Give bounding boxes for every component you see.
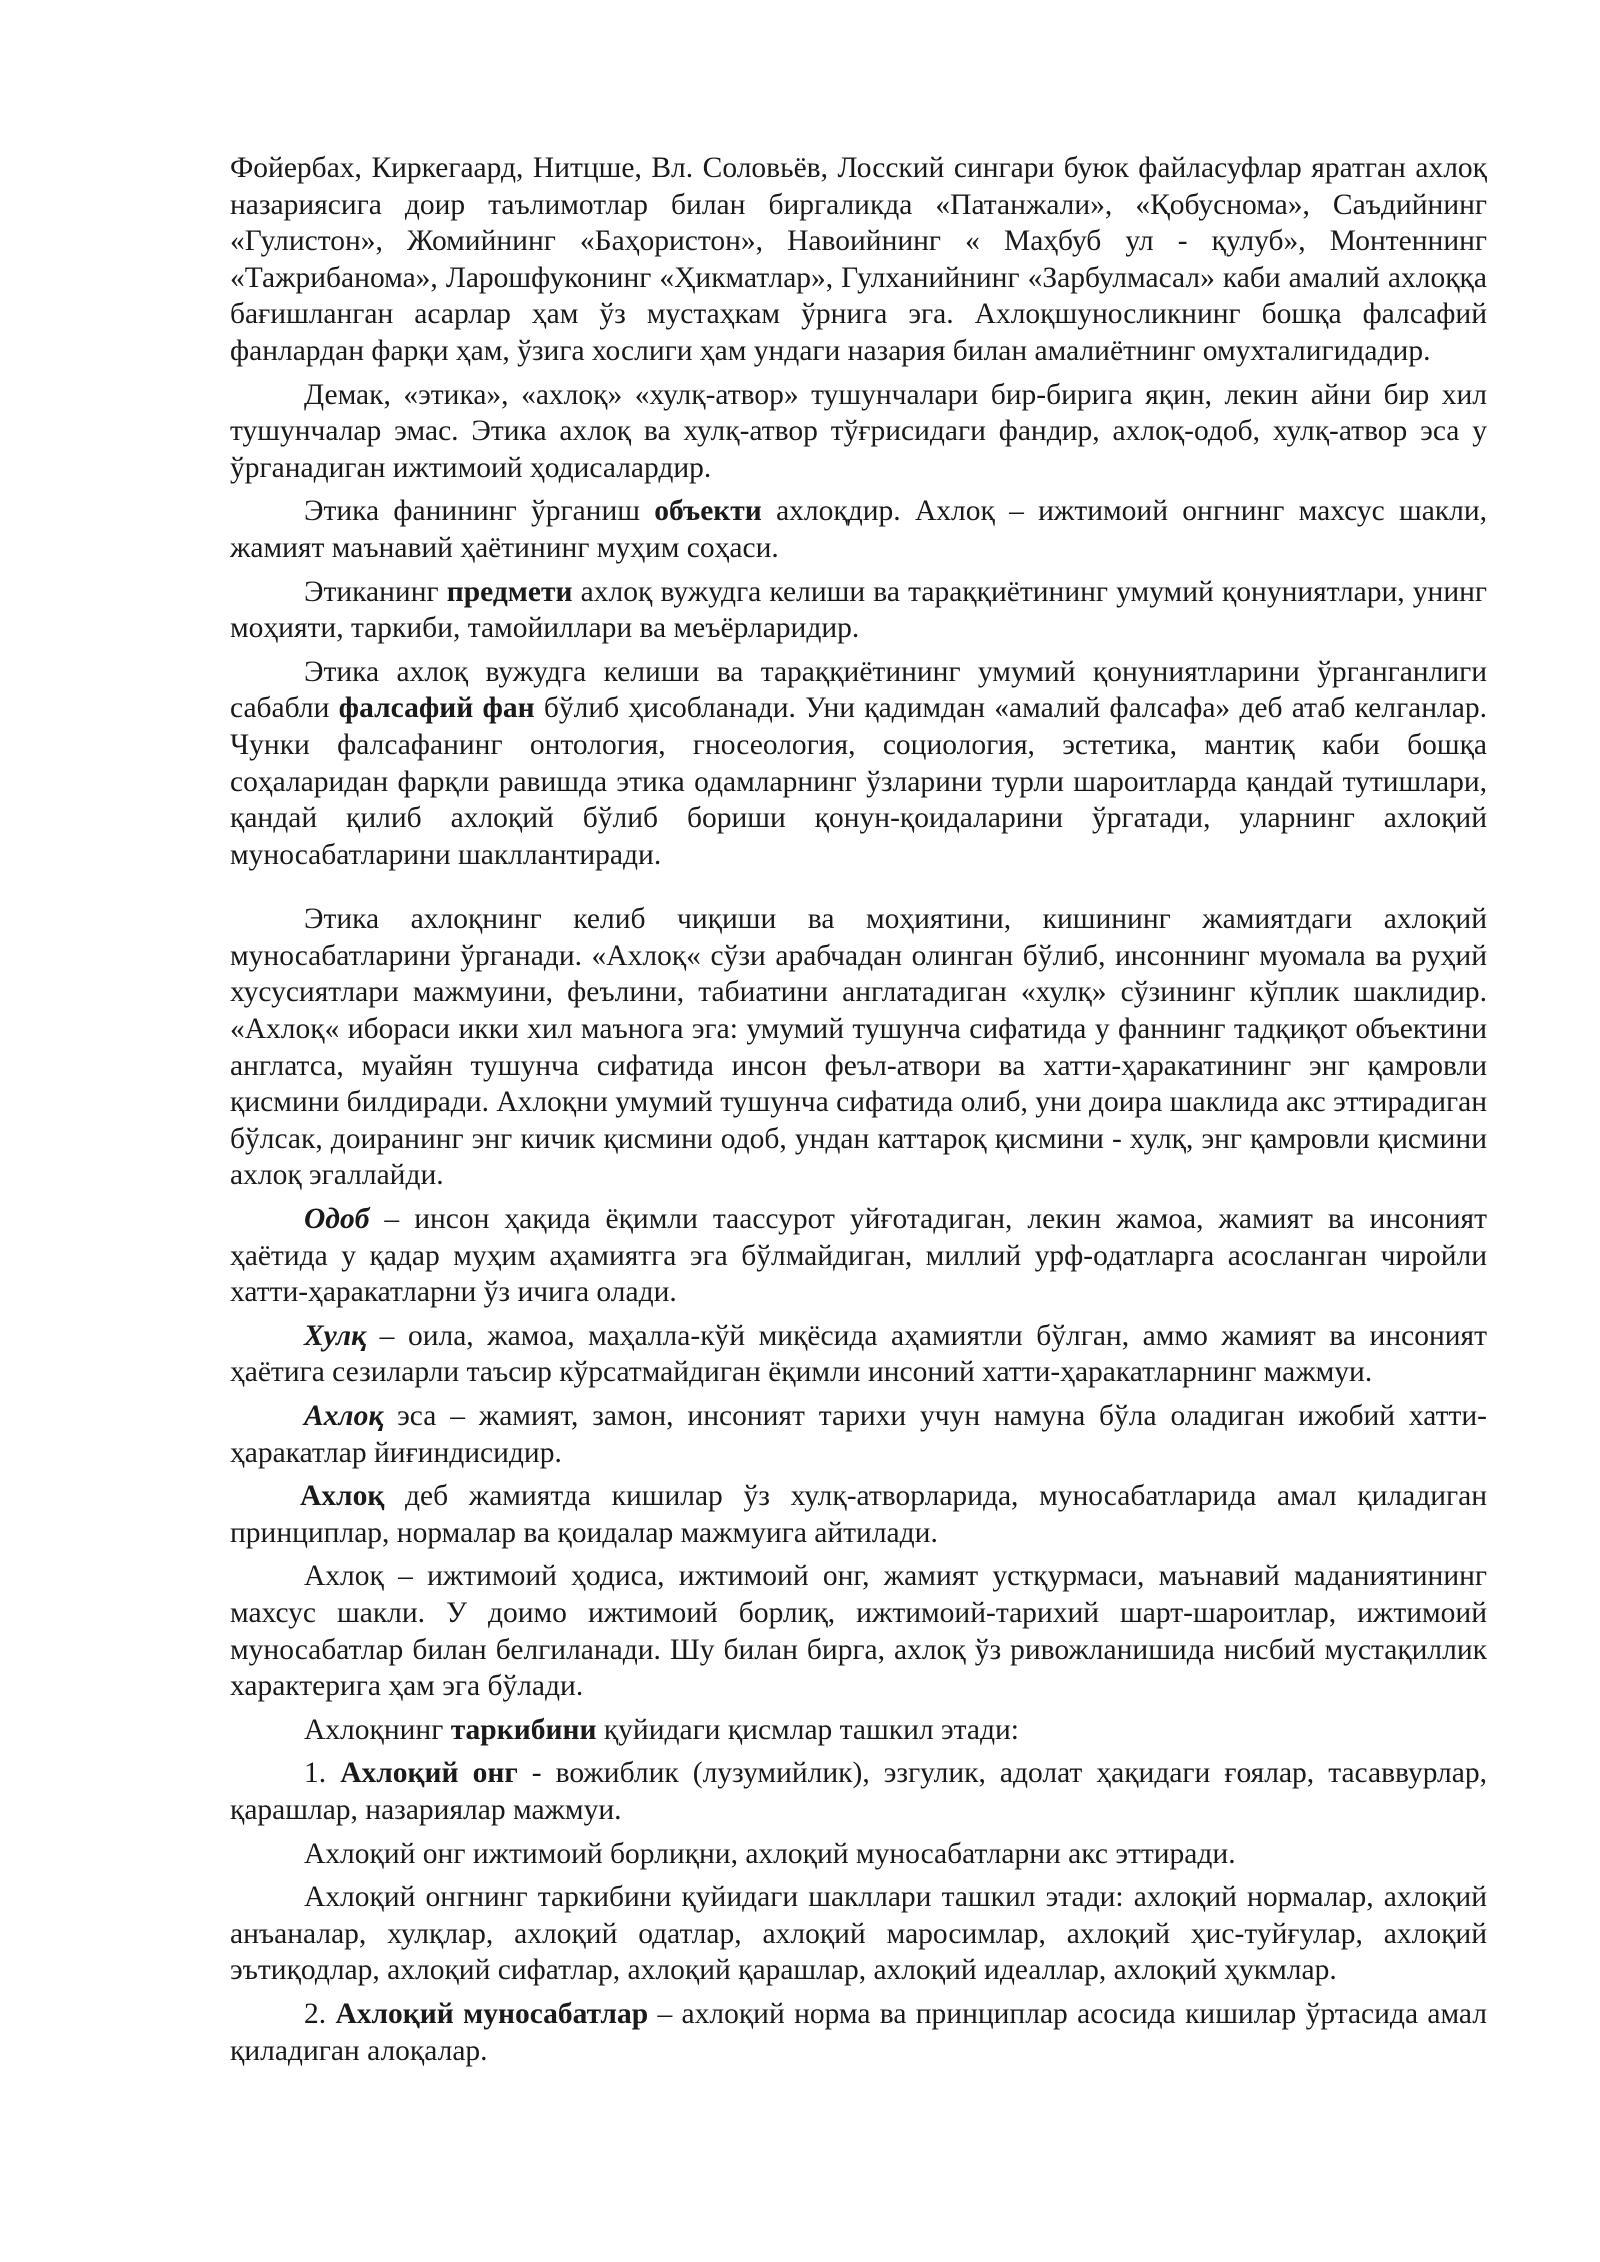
bold-term: Ахлоқий муносабатлар — [335, 1997, 649, 2030]
bold-term: предмети — [446, 575, 573, 608]
bold-term: таркибини — [450, 1713, 597, 1746]
paragraph — [230, 574, 1487, 647]
bold-italic-term: Хулқ — [304, 1319, 367, 1352]
paragraph — [230, 1478, 1487, 1551]
paragraph — [230, 1558, 1487, 1704]
paragraph — [230, 654, 1487, 874]
text-run: эса – жамият, замон, инсоният тарихи учун намуна бўла оладиган ижобий хатти-ҳаракатлар йиғиндисидир. — [230, 1400, 1487, 1469]
text-run: Этика фанининг ўрганиш — [304, 495, 655, 528]
paragraph — [230, 1836, 1487, 1873]
text-run: Ахлоқ – ижтимоий ҳодиса, ижтимоий онг, жамият устқурмаси, маънавий маданиятининг махсус шакли. У доимо ижтимоий борлиқ, ижтимоий-тарихий шарт-шароитлар, ижтимоий муносабатлар билан белгиланади. Шу билан бирга, ахлоқ ўз ривожланишида нисбий мустақиллик характерига ҳам эга бўлади. — [230, 1560, 1487, 1703]
text-run: ахлоқдир. Ахлоқ – ижтимоий онгнинг махсус шакли, жамият маънавий ҳаётининг муҳим соҳаси. — [230, 495, 1487, 564]
text-run: қуйидаги қисмлар ташкил этади: — [596, 1713, 1019, 1746]
text-run: Ахлоқий онгнинг таркибини қуйидаги шакллари ташкил этади: ахлоқий нормалар, ахлоқий анъаналар, хулқлар, ахлоқий одатлар, ахлоқий маросимлар, ахлоқий ҳис-туйғулар, ахлоқий эътиқодлар, ахлоқий сифатлар, ахлоқий қарашлар, ахлоқий идеаллар, ахлоқий ҳукмлар. — [230, 1881, 1487, 1987]
bold-italic-term: Одоб — [304, 1203, 370, 1236]
text-run: - вожиблик (лузумийлик), эзгулик, адолат ҳақидаги ғоялар, тасаввурлар, қарашлар, назариялар мажмуи. — [230, 1757, 1488, 1826]
bold-term: Ахлоқий онг — [340, 1757, 518, 1790]
paragraph — [230, 150, 1487, 370]
bold-italic-term: Ахлоқ — [304, 1400, 384, 1432]
text-run: Этика ахлоқ вужудга келиши ва тараққиётининг умумий қонуниятларини ўрганганлиги сабабли — [230, 655, 1487, 725]
paragraph — [230, 1879, 1487, 1989]
text-run: Этика ахлоқнинг келиб чиқиши ва моҳиятини, кишининг жамиятдаги ахлоқий муносабатларини ўрганади. «Ахлоқ« сўзи арабчадан олинган бўлиб, инсоннинг муомала ва руҳий хусусиятлари мажмуини, феълини, табиатини англатадиган «хулқ» сўзининг кўплик шаклидир. «Ахлоқ« ибораси икки хил маънога эга: умумий тушунча сифатида у фаннинг тадқиқот объектини англатса, муайян тушунча сифатида инсон феъл-атвори ва хатти-ҳаракатининг энг қамровли қисмини билдиради. Ахлоқни умумий тушунча сифатида олиб, уни доира шаклида акс эттирадиган бўлсак, доиранинг энг кичик қисмини одоб, ундан каттароқ қисмини - хулқ, энг қамровли қисмини ахлоқ эгаллайди. — [230, 903, 1487, 1192]
text-run: Ахлоқнинг — [304, 1713, 451, 1746]
paragraph — [230, 1755, 1487, 1828]
text-run: 1. — [304, 1757, 341, 1790]
paragraph — [230, 493, 1487, 566]
text-run: Этиканинг — [304, 575, 447, 608]
paragraph — [230, 1712, 1487, 1749]
text-run: ахлоқ вужудга келиши ва тараққиётининг умумий қонуниятлари, унинг моҳияти, таркиби, тамойиллари ва меъёрларидир. — [230, 575, 1488, 645]
paragraph — [230, 1201, 1487, 1311]
bold-term: фалсафий фан — [338, 692, 535, 725]
text-run: деб жамиятда кишилар ўз хулқ-атворларида, муносабатларида амал қиладиган принциплар, нормалар ва қоидалар мажмуига айтилади. — [230, 1480, 1487, 1549]
bold-term: Ахлоқ — [300, 1480, 385, 1513]
text-run: – инсон ҳақида ёқимли таассурот уйғотадиган, лекин жамоа, жамият ва инсоният ҳаётида у қадар муҳим аҳамиятга эга бўлмайдиган, миллий урф-одатларга асосланган чиройли хатти-ҳаракатларни ўз ичига олади. — [230, 1203, 1487, 1309]
bold-term: объекти — [654, 495, 762, 528]
document-page — [230, 150, 1487, 2076]
text-run: 2. — [304, 1997, 336, 2030]
text-run: – оила, жамоа, маҳалла-кўй миқёсида аҳамиятли бўлган, аммо жамият ва инсоният ҳаётига сезиларли таъсир кўрсатмайдиган ёқимли инсоний хатти-ҳаракатларнинг мажмуи. — [230, 1319, 1487, 1389]
paragraph — [230, 377, 1487, 487]
paragraph — [230, 1398, 1487, 1471]
paragraph — [230, 901, 1487, 1194]
paragraph — [230, 1996, 1487, 2069]
text-run: Ахлоқий онг ижтимоий борлиқни, ахлоқий муносабатларни акс эттиради. — [304, 1837, 1236, 1870]
text-run: Фойербах, Киркегаард, Нитцше, Вл. Соловьёв, Лосский сингари буюк файласуфлар яратган ахлоқ назариясига доир таълимотлар билан биргаликда «Патанжали», «Қобуснома», Саъдийнинг «Гулистон», Жомийнинг «Баҳористон», Навоийнинг « Маҳбуб ул - қулуб», Монтеннинг «Тажрибанома», Ларошфуконинг «Ҳикматлар», Гулханийнинг «Зарбулмасал» каби амалий ахлоққа бағишланган асарлар ҳам ўз мустаҳкам ўрнига эга. Ахлоқшуносликнинг бошқа фалсафий фанлардан фарқи ҳам, ўзига хослиги ҳам ундаги назария билан амалиётнинг омухталигидадир. — [230, 152, 1487, 367]
paragraph — [230, 1318, 1487, 1391]
text-run: Демак, «этика», «ахлоқ» «хулқ-атвор» тушунчалари бир-бирига яқин, лекин айни бир хил тушунчалар эмас. Этика ахлоқ ва хулқ-атвор тўғрисидаги фандир, ахлоқ-одоб, хулқ-атвор эса у ўрганадиган ижтимоий ҳодисалардир. — [230, 378, 1487, 484]
text-run: – ахлоқий норма ва принциплар асосида кишилар ўртасида амал қиладиган алоқалар. — [230, 1997, 1487, 2067]
text-run: бўлиб ҳисобланади. Уни қадимдан «амалий фалсафа» деб атаб келганлар. Чунки фалсафанинг онтология, гносеология, социология, эстетика, мантиқ каби бошқа соҳаларидан фарқли равишда этика одамларнинг ўзларини турли шароитларда қандай тутишлари, қандай қилиб ахлоқий бўлиб бориши қонун-қоидаларини ўргатади, уларнинг ахлоқий муносабатларини шакллантиради. — [230, 692, 1487, 871]
